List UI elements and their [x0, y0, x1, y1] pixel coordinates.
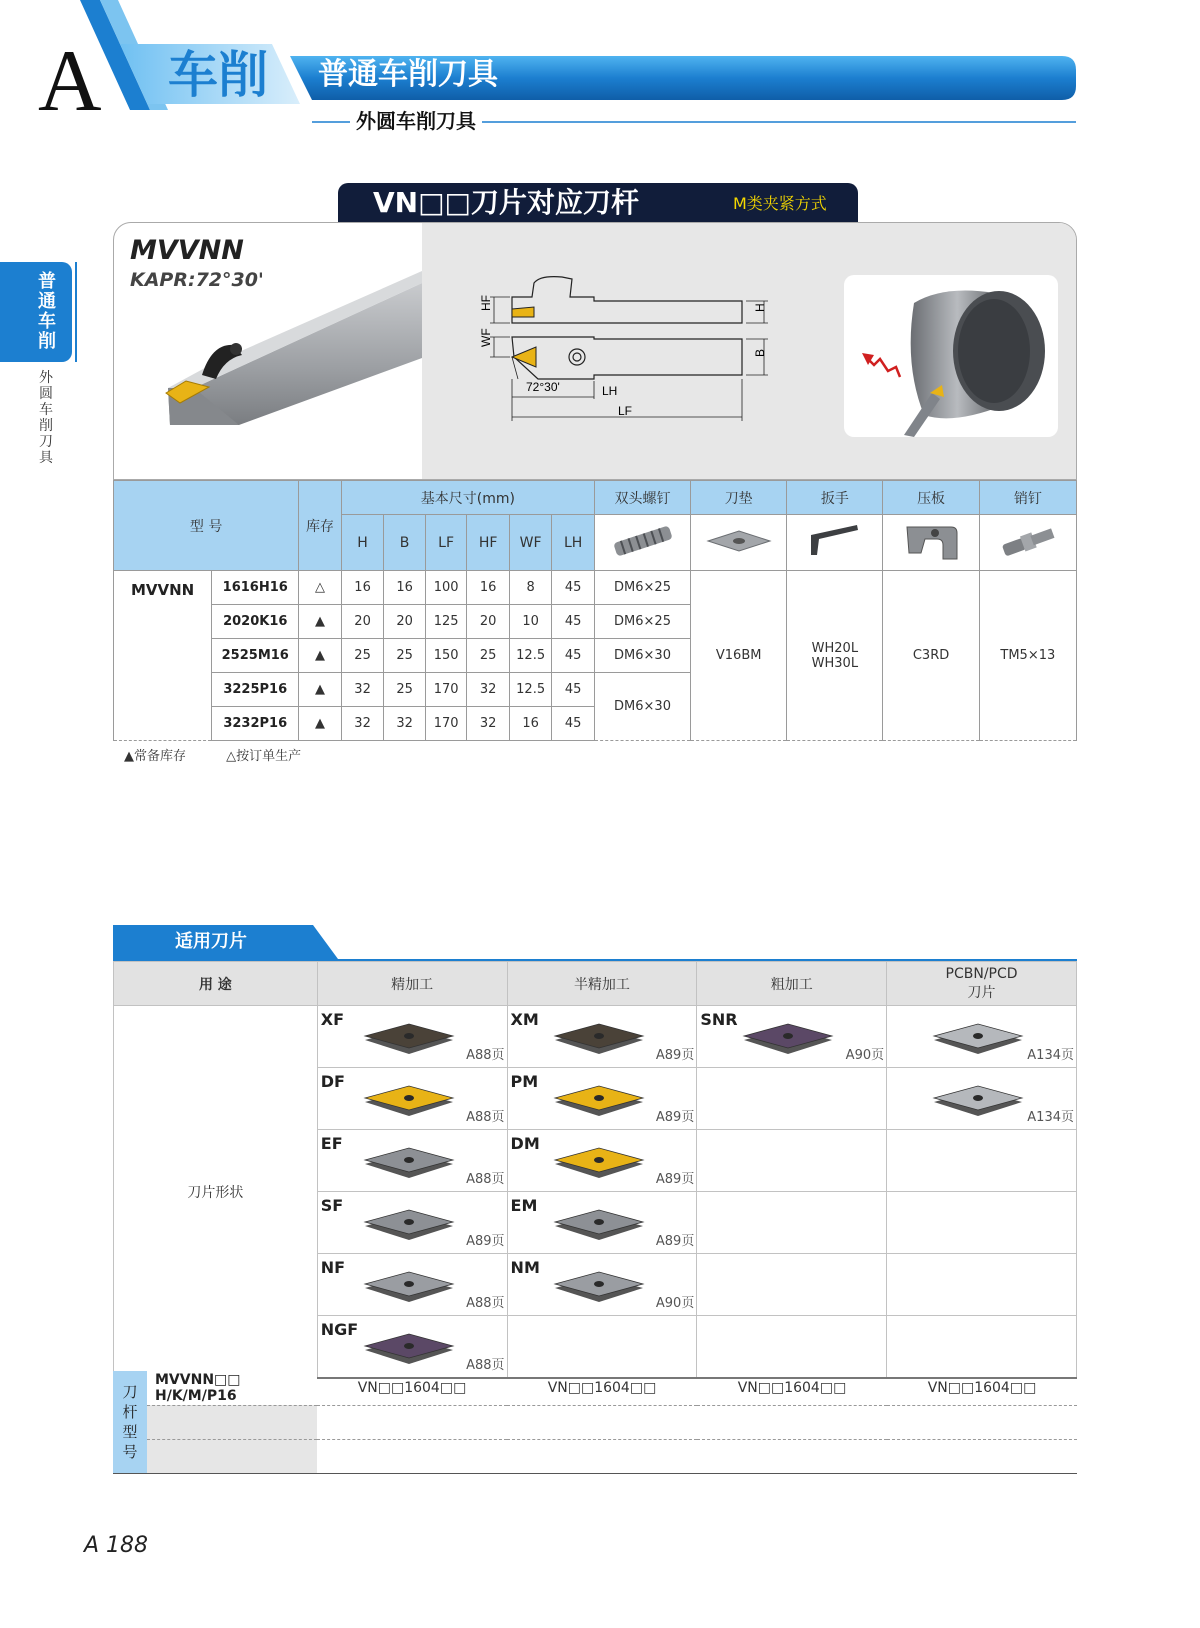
insert-cell-pcbn [887, 1068, 1077, 1130]
insert-cell-finish [317, 1068, 507, 1130]
spec-stock: ▲ [299, 673, 342, 707]
col-header-stock: 库存 [299, 481, 342, 571]
col-header-pcbn-line1: PCBN/PCD [945, 965, 1018, 982]
col-header-h: H [341, 515, 384, 571]
spec-wrench-2: WH30L [811, 655, 859, 671]
col-header-lh: LH [552, 515, 595, 571]
spec-h: 25 [341, 639, 384, 673]
insert-cell-pcbn [887, 1316, 1077, 1378]
spec-hf: 32 [467, 673, 510, 707]
col-header-semi: 半精加工 [507, 962, 697, 1006]
spec-model: MVVNN [114, 571, 212, 741]
holder-label: 刀杆型号 [122, 1382, 138, 1461]
application-photo [844, 275, 1058, 437]
dim-label-b: B [753, 348, 767, 357]
insert-cell-semi [507, 1068, 697, 1130]
holder-empty-code [147, 1405, 317, 1439]
insert-page-ref[interactable]: A89页 [655, 1048, 695, 1063]
spec-screw: DM6×30 [594, 639, 690, 673]
spec-wrench-1: WH20L [811, 640, 859, 656]
spec-hf: 20 [467, 605, 510, 639]
holder-table [113, 1371, 1077, 1474]
insert-code: NGF [320, 1320, 359, 1339]
spec-wf: 10 [509, 605, 552, 639]
holder-empty [887, 1405, 1077, 1439]
spec-hf: 25 [467, 639, 510, 673]
spec-lh: 45 [552, 639, 595, 673]
spec-clamp: C3RD [883, 571, 979, 741]
holder-empty [697, 1439, 887, 1473]
holder-empty [507, 1439, 697, 1473]
insert-cell-semi [507, 1316, 697, 1378]
spec-lh: 45 [552, 571, 595, 605]
inserts-table [113, 961, 1077, 1379]
insert-cell-pcbn [887, 1192, 1077, 1254]
col-header-hf: HF [467, 515, 510, 571]
page-number: A 188 [84, 1533, 149, 1558]
insert-image [362, 1328, 456, 1368]
insert-code: NM [510, 1258, 540, 1277]
insert-page-ref[interactable]: A89页 [655, 1172, 695, 1187]
holder-empty [887, 1439, 1077, 1473]
legend-stock: ▲常备库存 [124, 749, 186, 764]
spec-h: 16 [341, 571, 384, 605]
col-header-clamp: 压板 [883, 481, 979, 515]
insert-code: SF [320, 1196, 344, 1215]
col-header-lf: LF [425, 515, 467, 571]
spec-lf: 150 [425, 639, 467, 673]
spec-b: 25 [384, 639, 426, 673]
insert-page-ref[interactable]: A134页 [1027, 1110, 1074, 1125]
insert-cell-finish [317, 1254, 507, 1316]
col-header-rough: 粗加工 [697, 962, 887, 1006]
holder-insert-rough: VN□□1604□□ [697, 1371, 887, 1405]
insert-code: DF [320, 1072, 345, 1091]
spec-table [113, 480, 1077, 741]
legend-order: △按订单生产 [226, 749, 302, 764]
product-panel [113, 222, 1077, 480]
insert-image [931, 1018, 1025, 1058]
insert-code: DM [510, 1134, 540, 1153]
col-header-pin: 销钉 [979, 481, 1076, 515]
stock-legend [124, 745, 337, 764]
insert-page-ref[interactable]: A88页 [466, 1110, 505, 1125]
insert-code: PM [510, 1072, 539, 1091]
insert-page-ref[interactable]: A88页 [466, 1296, 505, 1311]
spec-h: 32 [341, 673, 384, 707]
spec-lf: 170 [425, 673, 467, 707]
spec-hf: 32 [467, 707, 510, 741]
spec-stock: ▲ [299, 639, 342, 673]
insert-page-ref[interactable]: A89页 [655, 1234, 695, 1249]
spec-wf: 16 [509, 707, 552, 741]
chapter-letter: A [38, 33, 102, 130]
page-subtitle: 外圆车削刀具 [350, 111, 482, 131]
spec-screw: DM6×25 [594, 571, 690, 605]
insert-code: SNR [700, 1010, 738, 1029]
insert-cell-pcbn [887, 1254, 1077, 1316]
spec-wf: 12.5 [509, 673, 552, 707]
col-header-dims: 基本尺寸(mm) [341, 481, 594, 515]
holder-empty [317, 1439, 507, 1473]
insert-image [741, 1018, 835, 1058]
spec-shim: V16BM [691, 571, 787, 741]
insert-image [552, 1080, 646, 1120]
spec-lf: 125 [425, 605, 467, 639]
col-header-finish: 精加工 [317, 962, 507, 1006]
insert-page-ref[interactable]: A90页 [845, 1048, 885, 1063]
side-tab[interactable] [0, 262, 72, 362]
insert-cell-rough [697, 1192, 887, 1254]
spec-lf: 100 [425, 571, 467, 605]
insert-cell-finish [317, 1130, 507, 1192]
spec-wf: 8 [509, 571, 552, 605]
insert-page-ref[interactable]: A88页 [466, 1357, 505, 1373]
spec-code: 1616H16 [212, 571, 299, 605]
insert-image [362, 1204, 456, 1244]
wrench-icon [787, 515, 883, 571]
col-header-screw: 双头螺钉 [594, 481, 690, 515]
insert-cell-semi [507, 1192, 697, 1254]
inserts-tab-label: 适用刀片 [175, 931, 247, 952]
insert-cell-rough [697, 1068, 887, 1130]
spec-hf: 16 [467, 571, 510, 605]
insert-image [552, 1018, 646, 1058]
chapter-category: 车削 [168, 46, 268, 104]
insert-image [931, 1080, 1025, 1120]
shim-icon [691, 515, 787, 571]
spec-lf: 170 [425, 707, 467, 741]
insert-image [552, 1266, 646, 1306]
holder-empty [317, 1405, 507, 1439]
insert-code: NF [320, 1258, 346, 1277]
holder-empty [507, 1405, 697, 1439]
side-tab-label: 普通车削 [38, 271, 56, 352]
insert-cell-pcbn [887, 1130, 1077, 1192]
spec-pin: TM5×13 [979, 571, 1076, 741]
clamp-plate-icon [883, 515, 979, 571]
dimension-drawing [462, 253, 782, 433]
insert-cell-pcbn [887, 1006, 1077, 1068]
dim-label-wf: WF [479, 328, 493, 347]
insert-cell-semi [507, 1254, 697, 1316]
dim-label-lh: LH [602, 384, 618, 398]
insert-code: XM [510, 1010, 539, 1029]
product-model: MVVNN [130, 235, 244, 266]
spec-b: 25 [384, 673, 426, 707]
col-header-pcbn-line2: 刀片 [967, 984, 996, 1001]
insert-code: EM [510, 1196, 538, 1215]
product-kapr: KAPR:72°30' [130, 269, 264, 291]
dim-label-lf: LF [618, 404, 633, 418]
spec-h: 20 [341, 605, 384, 639]
side-sub-label: 外圆车削刀具 [39, 370, 53, 466]
insert-page-ref[interactable]: A90页 [655, 1296, 695, 1311]
col-header-wrench: 扳手 [787, 481, 883, 515]
holder-insert-pcbn: VN□□1604□□ [887, 1371, 1077, 1405]
holder-insert-finish: VN□□1604□□ [317, 1371, 507, 1405]
spec-lh: 45 [552, 707, 595, 741]
spec-wrench [787, 571, 883, 741]
holder-empty [697, 1405, 887, 1439]
dim-label-hf: HF [479, 295, 493, 311]
insert-cell-rough [697, 1130, 887, 1192]
insert-page-ref[interactable]: A134页 [1027, 1048, 1074, 1063]
spec-code: 2525M16 [212, 639, 299, 673]
holder-code: MVVNN□□ H/K/M/P16 [147, 1371, 317, 1405]
insert-image [362, 1080, 456, 1120]
insert-image [362, 1018, 456, 1058]
spec-stock: ▲ [299, 707, 342, 741]
col-header-pcbn [887, 962, 1077, 1006]
section-title: VN□□刀片对应刀杆 [373, 186, 640, 219]
insert-page-ref[interactable]: A89页 [655, 1110, 695, 1125]
insert-page-ref[interactable]: A89页 [466, 1234, 505, 1249]
insert-image [552, 1142, 646, 1182]
section-title-bar [338, 183, 858, 223]
holder-label-cell [113, 1371, 147, 1473]
insert-code: EF [320, 1134, 343, 1153]
tool-holder-image [154, 263, 424, 443]
col-header-b: B [384, 515, 426, 571]
spec-wf: 12.5 [509, 639, 552, 673]
spec-b: 32 [384, 707, 426, 741]
pin-icon [979, 515, 1076, 571]
col-header-shim: 刀垫 [691, 481, 787, 515]
insert-code: XF [320, 1010, 345, 1029]
insert-page-ref[interactable]: A88页 [466, 1048, 505, 1063]
insert-image [362, 1142, 456, 1182]
spec-stock: △ [299, 571, 342, 605]
col-header-use: 用 途 [114, 962, 318, 1006]
insert-cell-semi [507, 1130, 697, 1192]
dim-label-angle: 72°30' [526, 380, 560, 394]
insert-cell-semi [507, 1006, 697, 1068]
insert-cell-rough [697, 1006, 887, 1068]
insert-image [552, 1204, 646, 1244]
spec-h: 32 [341, 707, 384, 741]
clamp-type-label: M类夹紧方式 [733, 194, 827, 213]
insert-cell-finish [317, 1316, 507, 1378]
insert-page-ref[interactable]: A88页 [466, 1172, 505, 1187]
spec-screw: DM6×25 [594, 605, 690, 639]
holder-insert-semi: VN□□1604□□ [507, 1371, 697, 1405]
side-tab-edge [72, 262, 77, 362]
spec-code: 3232P16 [212, 707, 299, 741]
spec-lh: 45 [552, 605, 595, 639]
page-title: 普通车削刀具 [318, 57, 498, 92]
insert-cell-rough [697, 1316, 887, 1378]
dim-label-h: H [753, 303, 767, 312]
insert-cell-rough [697, 1254, 887, 1316]
insert-cell-finish [317, 1192, 507, 1254]
col-header-wf: WF [509, 515, 552, 571]
col-header-model: 型 号 [114, 481, 299, 571]
screw-icon [594, 515, 690, 571]
spec-b: 16 [384, 571, 426, 605]
spec-screw: DM6×30 [594, 673, 690, 741]
spec-lh: 45 [552, 673, 595, 707]
spec-stock: ▲ [299, 605, 342, 639]
spec-b: 20 [384, 605, 426, 639]
workpiece-image [844, 275, 1058, 437]
spec-code: 3225P16 [212, 673, 299, 707]
insert-shape-label: 刀片形状 [114, 1006, 318, 1378]
insert-image [362, 1266, 456, 1306]
holder-empty-code [147, 1439, 317, 1473]
insert-cell-finish [317, 1006, 507, 1068]
spec-code: 2020K16 [212, 605, 299, 639]
